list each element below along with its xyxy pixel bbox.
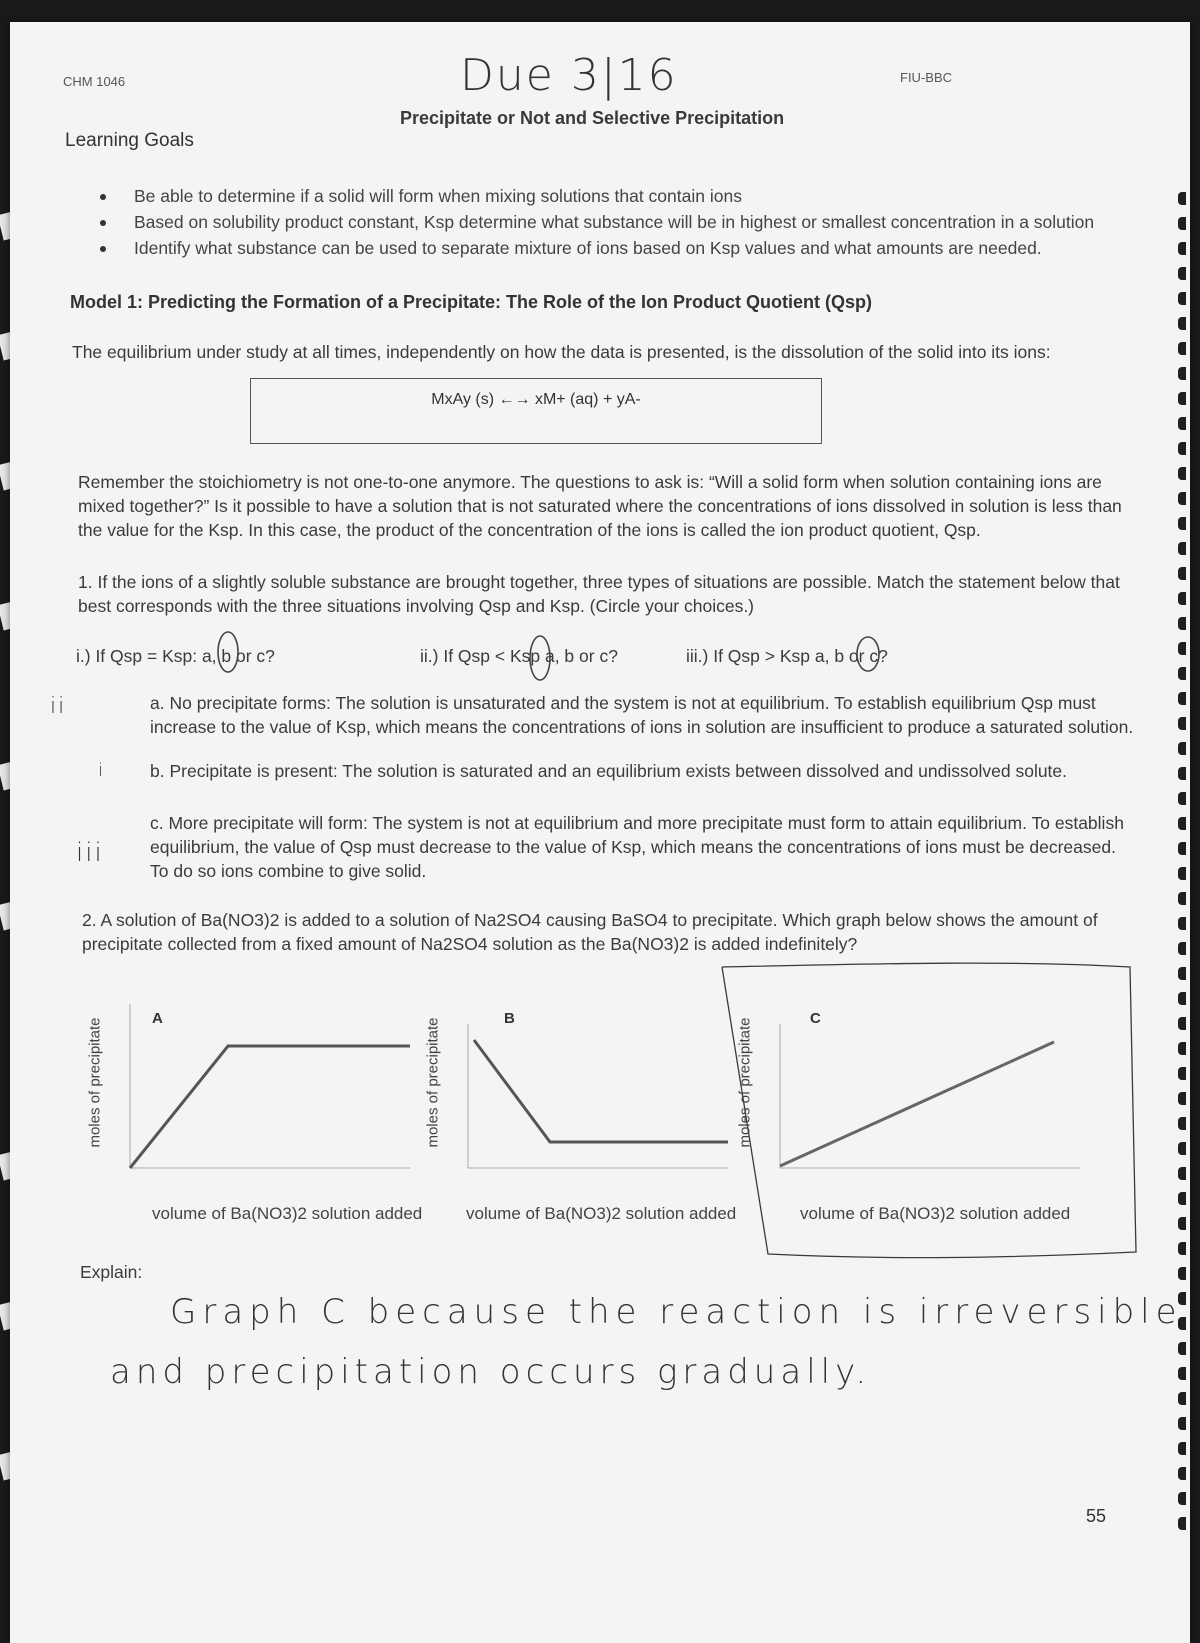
graph-label: A [152,1010,163,1027]
handwritten-box [10,22,1190,1643]
graph-b [424,1004,738,1239]
question-1-text: 1. If the ions of a slightly soluble substance are brought together, three types of situations are possible. Match the statement below that [78,572,1120,592]
school-code: FIU-BBC [900,70,952,85]
statement-a: a. No precipitate forms: The solution is unsaturated and the system is not at equilibrium. To establish equilibrium Qsp must [150,693,1096,713]
y-axis-label: moles of precipitate [86,1017,104,1148]
question-2-text: precipitate collected from a fixed amount of Na2SO4 solution as the Ba(NO3)2 is added indefinitely? [82,934,858,954]
graph-label: B [504,1010,515,1027]
remember-line: the value for the Ksp. In this case, the product of the concentration of the ions is called the ion product quotient, Qsp. [78,520,981,540]
model1-heading: Model 1: Predicting the Formation of a Precipitate: The Role of the Ion Product Quotient (Qsp) [70,292,873,312]
y-axis-label: moles of precipitate [424,1017,442,1148]
statement-c: equilibrium, the value of Qsp must decrease to the value of Ksp, which means the concentrations of ions must be decreased. [150,837,1116,857]
choice-ii: ii.) If Qsp < Ksp a, b or c? [420,646,618,666]
statement-c: To do so ions combine to give solid. [150,861,427,881]
explain-label: Explain: [80,1262,143,1282]
handwritten-due-date: Due 3|16 [460,50,678,101]
model1-intro: The equilibrium under study at all times, independently on how the data is presented, is the dissolution of the solid into its ions: [72,342,1051,362]
handwritten-answer: Graph C because the reaction is irreversible [170,1292,1183,1332]
learning-goals-heading: Learning Goals [65,130,194,151]
worksheet-page [10,22,1190,1643]
choice-iii: iii.) If Qsp > Ksp a, b or c? [686,646,888,666]
handwritten-answer: and precipitation occurs gradually. [110,1352,872,1392]
statement-b: b. Precipitate is present: The solution is saturated and an equilibrium exists between dissolved and undissolved solute. [150,761,1068,781]
statement-a: increase to the value of Ksp, which means the concentrations of ions in solution are insufficient to produce a saturated solution. [150,717,1134,737]
graph-c [736,1004,1090,1239]
remember-line: Remember the stoichiometry is not one-to-one anymore. The questions to ask is: “Will a solid form when solution containing ions are [78,472,1102,492]
statement-c: c. More precipitate will form: The system is not at equilibrium and more precipitate must form to attain equilibrium. To establish [150,813,1124,833]
question-1-text: best corresponds with the three situations involving Qsp and Ksp. (Circle your choices.) [78,596,755,616]
goal-item: Identify what substance can be used to separate mixture of ions based on Ksp values and what amounts are needed. [100,238,1042,259]
course-code: CHM 1046 [63,74,126,89]
margin-mark-c: iii [76,838,104,868]
goal-item: Be able to determine if a solid will form when mixing solutions that contain ions [100,186,742,207]
x-axis-label: volume of Ba(NO3)2 solution added [152,1204,423,1223]
margin-mark-b: i [98,760,106,781]
dissolution-equation: MxAy (s) ←→ xM+ (aq) + yA- [431,391,641,408]
page-title: Precipitate or Not and Selective Precipitation [400,108,785,128]
x-axis-label: volume of Ba(NO3)2 solution added [466,1204,737,1223]
graph-a [86,1004,423,1239]
goal-item: Based on solubility product constant, Ksp determine what substance will be in highest or smallest concentration in a solution [100,212,1094,233]
page-number: 55 [1086,1506,1107,1526]
remember-line: mixed together?” Is it possible to have a solution that is not saturated where the concentrations of ions dissolved in solution is less than [78,496,1122,516]
question-2-text: 2. A solution of Ba(NO3)2 is added to a solution of Na2SO4 causing BaSO4 to precipitate. Which graph below shows the amount of [82,910,1098,930]
graph-label: C [810,1010,821,1027]
y-axis-label: moles of precipitate [736,1017,754,1148]
choice-i: i.) If Qsp = Ksp: a, b or c? [76,646,275,666]
x-axis-label: volume of Ba(NO3)2 solution added [800,1204,1071,1223]
margin-mark-a: ii [50,694,67,719]
